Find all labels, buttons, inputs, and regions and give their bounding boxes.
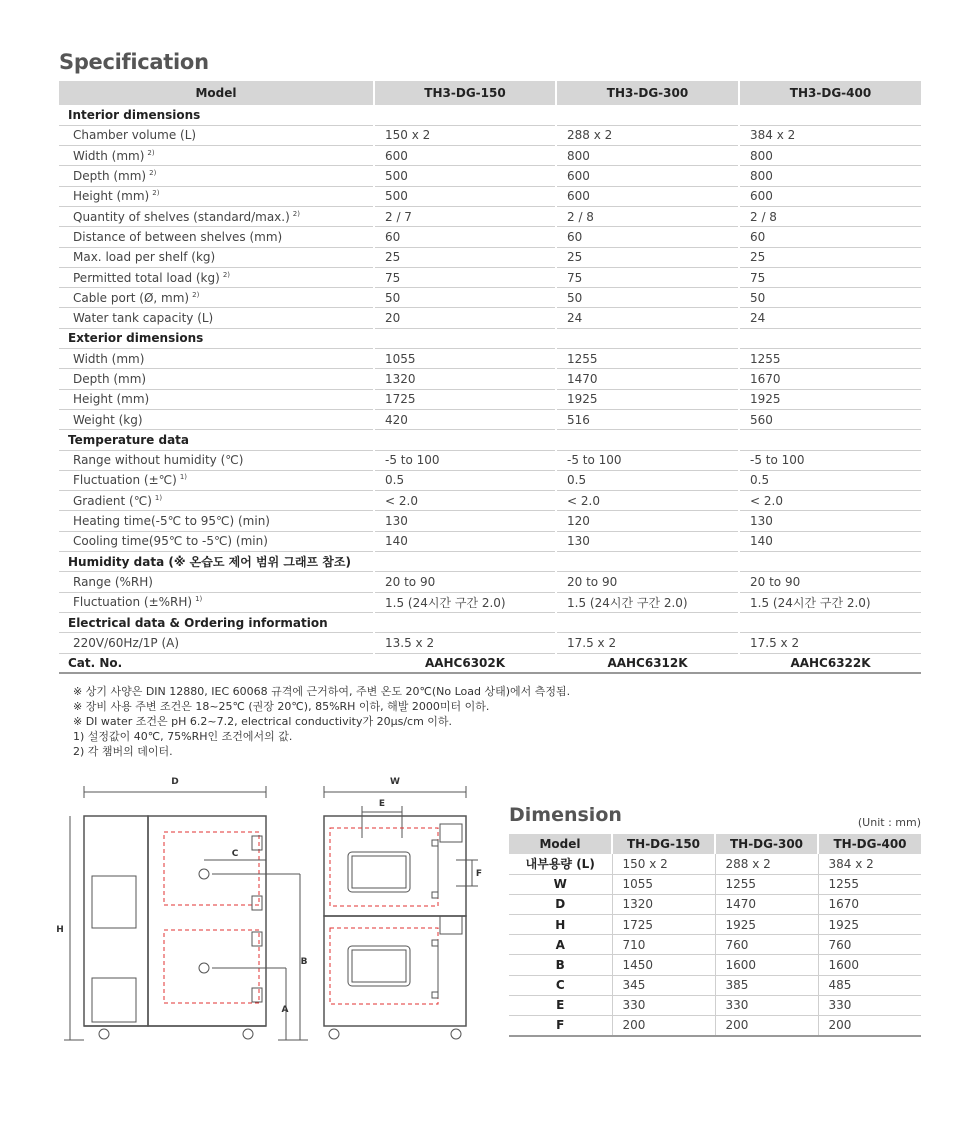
spec-value-cell: 120 xyxy=(556,511,739,531)
dimension-value-cell: 150 x 2 xyxy=(612,854,715,874)
spec-data-row xyxy=(59,369,921,389)
spec-value-cell: 600 xyxy=(556,186,739,206)
note-line: ※ DI water 조건은 pH 6.2~7.2, electrical conductivity가 20μs/cm 이하. xyxy=(73,715,453,728)
spec-data-row xyxy=(59,349,921,369)
spec-header-model: Model xyxy=(59,81,374,105)
spec-value-cell: 800 xyxy=(739,146,921,166)
spec-value-cell: 1255 xyxy=(739,349,921,369)
note-line: 1) 설정값이 40℃, 75%RH인 조건에서의 값. xyxy=(73,730,293,743)
spec-data-row xyxy=(59,146,921,166)
spec-cat-number: AAHC6302K xyxy=(374,653,556,673)
spec-row-label xyxy=(59,653,374,673)
spec-header-model-1: TH3-DG-150 xyxy=(374,81,556,105)
spec-value-cell: 25 xyxy=(739,247,921,267)
spec-value-cell: < 2.0 xyxy=(374,491,556,511)
spec-value-cell: 140 xyxy=(374,531,556,551)
dimension-row xyxy=(509,874,921,894)
spec-value-cell: 1925 xyxy=(556,389,739,409)
dimension-value-cell: 384 x 2 xyxy=(818,854,921,874)
front-view-drawing xyxy=(324,786,478,1039)
spec-data-row xyxy=(59,491,921,511)
spec-value-cell: 1725 xyxy=(374,389,556,409)
drawing-label-f: F xyxy=(475,869,482,879)
spec-footnote-ref: 1) xyxy=(179,473,187,482)
spec-value-cell: 50 xyxy=(374,288,556,308)
dimension-row xyxy=(509,995,921,1015)
dimension-value-cell: 1255 xyxy=(715,874,818,894)
drawing-label-b: B xyxy=(300,957,308,967)
dimension-value-cell: 710 xyxy=(612,935,715,955)
spec-section-row xyxy=(59,552,921,572)
spec-section-row xyxy=(59,612,921,632)
spec-row-label xyxy=(59,633,374,653)
dimension-value-cell: 1600 xyxy=(715,955,818,975)
spec-row-label-text: Cooling time(95℃ to -5℃) (min) xyxy=(73,534,268,549)
dimension-value-cell: 385 xyxy=(715,975,818,995)
spec-value-cell: 150 x 2 xyxy=(374,125,556,145)
spec-value-cell: 800 xyxy=(739,166,921,186)
spec-row-label xyxy=(59,409,374,429)
spec-value-cell: 50 xyxy=(739,288,921,308)
spec-header-model-3: TH3-DG-400 xyxy=(739,81,921,105)
spec-data-row xyxy=(59,409,921,429)
spec-value-cell: 1670 xyxy=(739,369,921,389)
spec-value-cell: -5 to 100 xyxy=(739,450,921,470)
spec-row-label-text: Max. load per shelf (kg) xyxy=(73,250,216,265)
dimension-value-cell: 345 xyxy=(612,975,715,995)
dimension-value-cell: 200 xyxy=(612,1016,715,1036)
spec-row-label xyxy=(59,206,374,226)
spec-value-cell: 25 xyxy=(374,247,556,267)
spec-footnote-ref: 1) xyxy=(195,595,203,604)
spec-row-label-text: Weight (kg) xyxy=(73,412,143,427)
spec-row-label xyxy=(59,166,374,186)
dimension-value-cell: 330 xyxy=(818,995,921,1015)
dimension-value-cell: 1725 xyxy=(612,915,715,935)
spec-data-row xyxy=(59,308,921,328)
drawing-label-d: D xyxy=(171,777,179,787)
spec-row-label-text: Width (mm) xyxy=(73,148,145,163)
spec-value-cell: 24 xyxy=(739,308,921,328)
spec-data-row xyxy=(59,288,921,308)
spec-row-label-text: Quantity of shelves (standard/max.) xyxy=(73,209,290,224)
spec-row-label-text: Distance of between shelves (mm) xyxy=(73,229,283,244)
spec-data-row xyxy=(59,470,921,490)
spec-footnote-ref: 2) xyxy=(152,189,160,198)
spec-value-cell: -5 to 100 xyxy=(374,450,556,470)
spec-value-cell: 516 xyxy=(556,409,739,429)
spec-row-label-text: Cable port (Ø, mm) xyxy=(73,290,190,305)
spec-value-cell: 2 / 8 xyxy=(556,206,739,226)
spec-row-label xyxy=(59,389,374,409)
spec-title: Specification xyxy=(59,50,209,74)
spec-value-cell: 75 xyxy=(374,267,556,287)
spec-header-model-2: TH3-DG-300 xyxy=(556,81,739,105)
dimension-value-cell: 200 xyxy=(715,1016,818,1036)
spec-value-cell: 1055 xyxy=(374,349,556,369)
spec-row-label-text: 220V/60Hz/1P (A) xyxy=(73,635,180,650)
spec-value-cell: 20 to 90 xyxy=(556,572,739,592)
spec-row-label-text: Cat. No. xyxy=(68,655,123,670)
spec-value-cell: 800 xyxy=(556,146,739,166)
dimension-header-model: Model xyxy=(509,834,612,854)
spec-value-cell: 1.5 (24시간 구간 2.0) xyxy=(374,592,556,612)
spec-value-cell: 130 xyxy=(739,511,921,531)
spec-row-label xyxy=(59,470,374,490)
spec-row-label-text: Range (%RH) xyxy=(73,574,153,589)
spec-value-cell: 1470 xyxy=(556,369,739,389)
dimension-row-label: H xyxy=(509,915,612,935)
spec-row-label-text: Fluctuation (±℃) xyxy=(73,473,177,488)
dimension-row-label: F xyxy=(509,1016,612,1036)
spec-value-cell: 2 / 8 xyxy=(739,206,921,226)
drawing-label-a: A xyxy=(281,1005,289,1015)
drawing-label-e: E xyxy=(378,799,386,809)
spec-value-cell: 60 xyxy=(739,227,921,247)
spec-value-cell: 560 xyxy=(739,409,921,429)
spec-row-label xyxy=(59,349,374,369)
spec-section-label: Temperature data xyxy=(59,430,921,450)
spec-value-cell: 420 xyxy=(374,409,556,429)
spec-row-label xyxy=(59,125,374,145)
spec-data-row xyxy=(59,511,921,531)
spec-value-cell: 130 xyxy=(374,511,556,531)
dimension-value-cell: 1600 xyxy=(818,955,921,975)
spec-footnote-ref: 1) xyxy=(154,493,163,502)
dimension-value-cell: 760 xyxy=(818,935,921,955)
spec-data-row xyxy=(59,389,921,409)
spec-value-cell: 24 xyxy=(556,308,739,328)
drawing-label-c: C xyxy=(231,849,239,859)
spec-value-cell: 17.5 x 2 xyxy=(739,633,921,653)
dimension-value-cell: 1470 xyxy=(715,894,818,914)
dimension-value-cell: 1255 xyxy=(818,874,921,894)
dimension-row xyxy=(509,894,921,914)
spec-row-label xyxy=(59,288,374,308)
spec-row-label xyxy=(59,369,374,389)
spec-row-label xyxy=(59,146,374,166)
spec-row-label xyxy=(59,531,374,551)
dimension-value-cell: 1670 xyxy=(818,894,921,914)
spec-data-row xyxy=(59,206,921,226)
spec-data-row xyxy=(59,247,921,267)
spec-value-cell: 600 xyxy=(556,166,739,186)
spec-body xyxy=(59,105,921,673)
spec-data-row xyxy=(59,166,921,186)
spec-value-cell: 60 xyxy=(556,227,739,247)
dimension-value-cell: 1925 xyxy=(818,915,921,935)
spec-value-cell: 1.5 (24시간 구간 2.0) xyxy=(556,592,739,612)
spec-row-label xyxy=(59,308,374,328)
spec-section-label: Exterior dimensions xyxy=(59,328,921,348)
spec-value-cell: 1925 xyxy=(739,389,921,409)
dimension-value-cell: 1450 xyxy=(612,955,715,975)
spec-row-label-text: Gradient (℃) xyxy=(73,493,152,508)
dimension-row xyxy=(509,1016,921,1036)
spec-value-cell: 0.5 xyxy=(556,470,739,490)
spec-data-row xyxy=(59,592,921,612)
spec-data-row xyxy=(59,572,921,592)
dimension-value-cell: 288 x 2 xyxy=(715,854,818,874)
spec-row-label xyxy=(59,227,374,247)
spec-row-label-text: Height (mm) xyxy=(73,189,150,204)
dimension-row-label: B xyxy=(509,955,612,975)
spec-table xyxy=(59,81,921,674)
spec-value-cell: 288 x 2 xyxy=(556,125,739,145)
spec-cat-row xyxy=(59,653,921,673)
spec-data-row xyxy=(59,186,921,206)
spec-value-cell: 75 xyxy=(739,267,921,287)
note-line: ※ 상기 사양은 DIN 12880, IEC 60068 규격에 근거하여, 주변 온도 20℃(No Load 상태)에서 측정됨. xyxy=(73,685,571,698)
spec-value-cell: < 2.0 xyxy=(739,491,921,511)
spec-row-label xyxy=(59,592,374,612)
dimension-value-cell: 1925 xyxy=(715,915,818,935)
spec-row-label-text: Depth (mm) xyxy=(73,372,147,386)
spec-row-label-text: Height (mm) xyxy=(73,392,150,407)
spec-value-cell: 1320 xyxy=(374,369,556,389)
spec-value-cell: 140 xyxy=(739,531,921,551)
chamber-drawings xyxy=(52,768,482,1058)
dimension-value-cell: 330 xyxy=(612,995,715,1015)
spec-data-row xyxy=(59,125,921,145)
spec-data-row xyxy=(59,531,921,551)
spec-value-cell: 20 to 90 xyxy=(739,572,921,592)
spec-section-row xyxy=(59,430,921,450)
spec-row-label-text: Water tank capacity (L) xyxy=(73,311,214,326)
spec-row-label-text: Depth (mm) xyxy=(73,169,147,184)
dimension-value-cell: 485 xyxy=(818,975,921,995)
spec-value-cell: 75 xyxy=(556,267,739,287)
dimension-row xyxy=(509,854,921,874)
dimension-body xyxy=(509,854,921,1036)
dimension-header-model-3: TH-DG-400 xyxy=(818,834,921,854)
spec-value-cell: 130 xyxy=(556,531,739,551)
dimension-row-label: 내부용량 (L) xyxy=(509,854,612,874)
spec-row-label xyxy=(59,186,374,206)
spec-notes xyxy=(73,684,570,759)
spec-row-label xyxy=(59,511,374,531)
spec-value-cell: 50 xyxy=(556,288,739,308)
spec-value-cell: 13.5 x 2 xyxy=(374,633,556,653)
spec-value-cell: 20 to 90 xyxy=(374,572,556,592)
spec-footnote-ref: 2) xyxy=(222,270,230,279)
spec-value-cell: 600 xyxy=(739,186,921,206)
dimension-row-label: E xyxy=(509,995,612,1015)
spec-cat-number: AAHC6312K xyxy=(556,653,739,673)
spec-row-label xyxy=(59,572,374,592)
spec-data-row xyxy=(59,267,921,287)
dimension-value-cell: 200 xyxy=(818,1016,921,1036)
dimension-header-model-1: TH-DG-150 xyxy=(612,834,715,854)
spec-row-label-text: Range without humidity (℃) xyxy=(73,453,244,468)
spec-footnote-ref: 2) xyxy=(149,169,157,178)
dimension-row-label: C xyxy=(509,975,612,995)
dimension-value-cell: 1320 xyxy=(612,894,715,914)
spec-value-cell: 500 xyxy=(374,186,556,206)
spec-data-row xyxy=(59,450,921,470)
drawing-label-h: H xyxy=(56,925,64,935)
note-line: ※ 장비 사용 주변 조건은 18~25℃ (권장 20℃), 85%RH 이하, 해발 2000미터 이하. xyxy=(73,700,490,713)
spec-data-row xyxy=(59,633,921,653)
spec-value-cell: 600 xyxy=(374,146,556,166)
dimension-row xyxy=(509,975,921,995)
spec-row-label xyxy=(59,267,374,287)
spec-footnote-ref: 2) xyxy=(292,209,300,218)
note-line: 2) 각 챔버의 데이터. xyxy=(73,745,173,758)
spec-row-label xyxy=(59,247,374,267)
spec-value-cell: 1.5 (24시간 구간 2.0) xyxy=(739,592,921,612)
spec-value-cell: < 2.0 xyxy=(556,491,739,511)
spec-section-label: Interior dimensions xyxy=(59,105,921,125)
spec-value-cell: 384 x 2 xyxy=(739,125,921,145)
spec-row-label-text: Permitted total load (kg) xyxy=(73,270,220,285)
dimension-table xyxy=(509,834,921,1037)
dimension-row xyxy=(509,935,921,955)
spec-value-cell: 1255 xyxy=(556,349,739,369)
spec-value-cell: 25 xyxy=(556,247,739,267)
spec-section-row xyxy=(59,105,921,125)
dimension-value-cell: 1055 xyxy=(612,874,715,894)
side-view-drawing xyxy=(64,786,308,1040)
spec-row-label-text: Fluctuation (±%RH) xyxy=(73,595,193,610)
spec-cat-number: AAHC6322K xyxy=(739,653,921,673)
spec-footnote-ref: 2) xyxy=(147,148,155,157)
spec-section-label: Humidity data (※ 온습도 제어 범위 그래프 참조) xyxy=(59,552,921,572)
spec-value-cell: 0.5 xyxy=(739,470,921,490)
dimension-title: Dimension xyxy=(509,804,622,826)
dimension-value-cell: 760 xyxy=(715,935,818,955)
spec-row-label xyxy=(59,450,374,470)
spec-value-cell: 20 xyxy=(374,308,556,328)
spec-value-cell: 60 xyxy=(374,227,556,247)
spec-row-label xyxy=(59,491,374,511)
spec-header-row xyxy=(59,81,921,105)
dimension-row xyxy=(509,915,921,935)
dimension-value-cell: 330 xyxy=(715,995,818,1015)
spec-section-label: Electrical data & Ordering information xyxy=(59,612,921,632)
spec-section-row xyxy=(59,328,921,348)
dimension-header-model-2: TH-DG-300 xyxy=(715,834,818,854)
dimension-unit: (Unit : mm) xyxy=(857,816,921,829)
dimension-header-row xyxy=(509,834,921,854)
dimension-row-label: A xyxy=(509,935,612,955)
spec-row-label-text: Chamber volume (L) xyxy=(73,128,197,143)
dimension-row xyxy=(509,955,921,975)
spec-row-label-text: Heating time(-5℃ to 95℃) (min) xyxy=(73,514,270,529)
spec-row-label-text: Width (mm) xyxy=(73,351,145,366)
spec-footnote-ref: 2) xyxy=(192,290,200,299)
spec-value-cell: 2 / 7 xyxy=(374,206,556,226)
spec-data-row xyxy=(59,227,921,247)
spec-value-cell: 500 xyxy=(374,166,556,186)
drawing-label-w: W xyxy=(390,777,400,787)
dimension-row-label: D xyxy=(509,894,612,914)
dimension-row-label: W xyxy=(509,874,612,894)
spec-value-cell: 17.5 x 2 xyxy=(556,633,739,653)
spec-value-cell: -5 to 100 xyxy=(556,450,739,470)
spec-value-cell: 0.5 xyxy=(374,470,556,490)
